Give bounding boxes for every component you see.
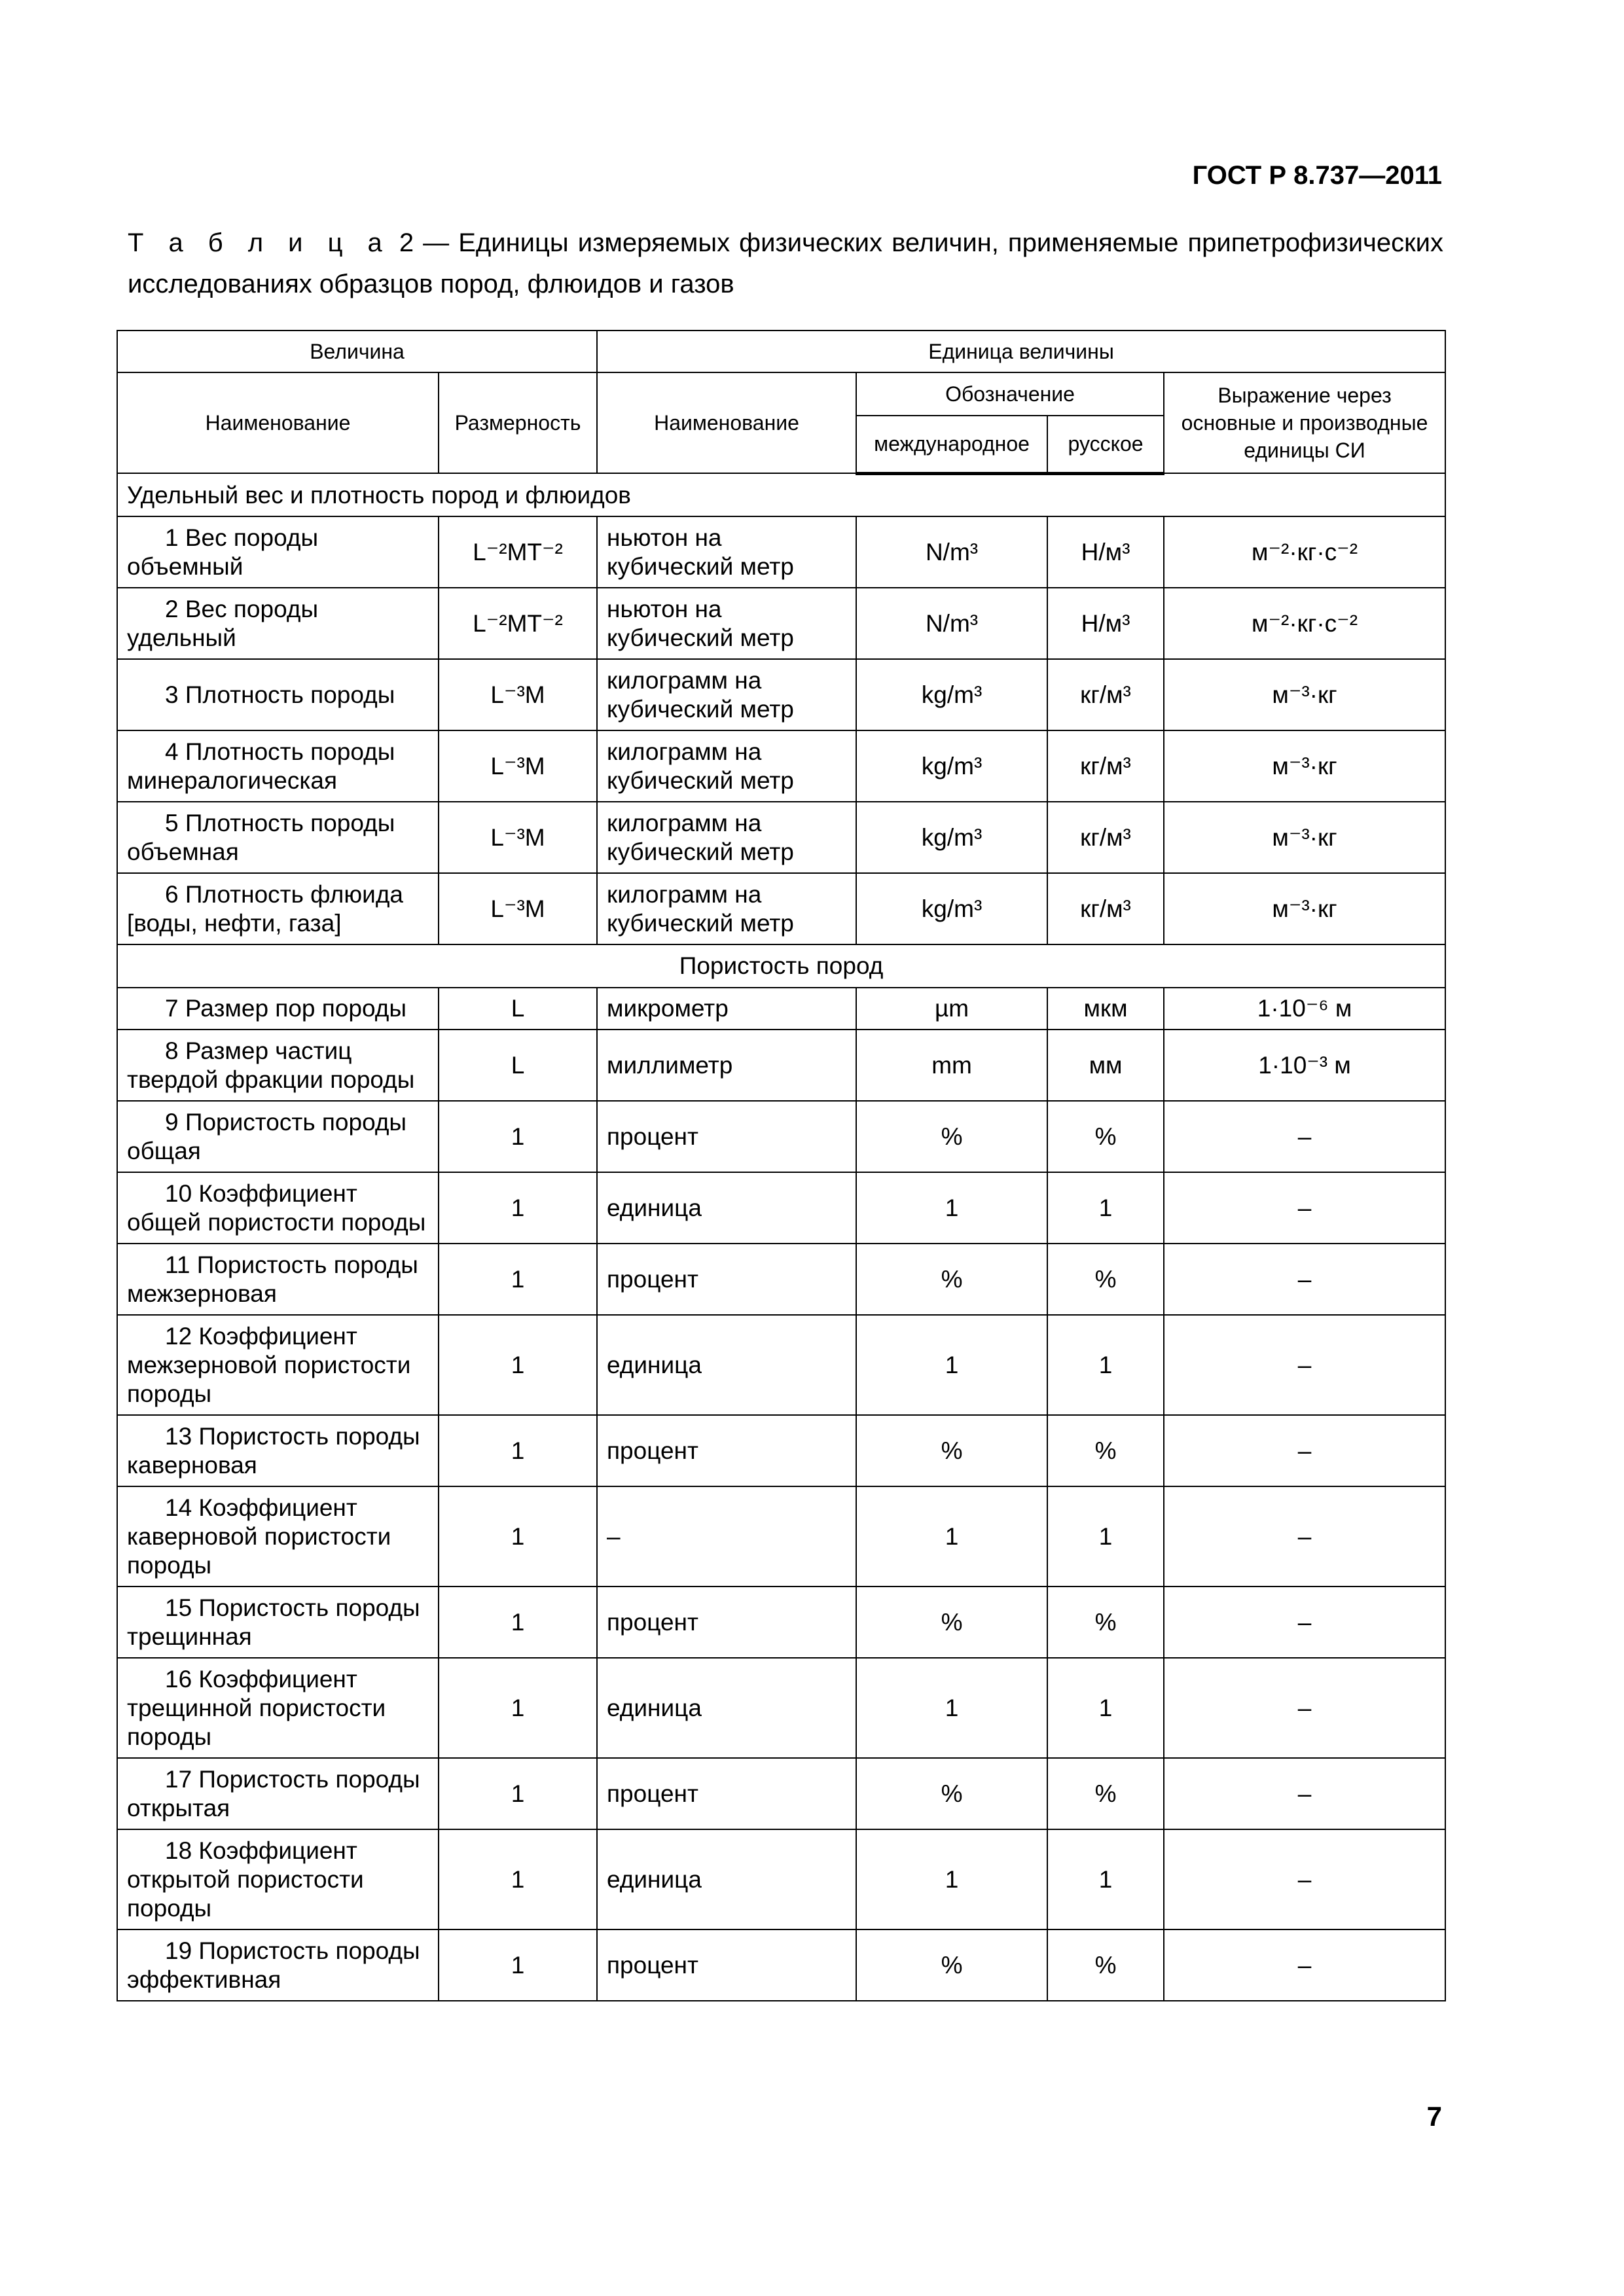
cell-russian: % — [1047, 1415, 1164, 1486]
cell-si-expression: м⁻³·кг — [1164, 802, 1445, 873]
table-row — [117, 588, 1445, 659]
cell-si-expression: – — [1164, 1758, 1445, 1829]
quantity-name-text: 7 Размер пор породы — [165, 995, 406, 1022]
quantity-name-text: 14 Коэффициент каверновой пористости породы — [127, 1494, 391, 1579]
cell-dimension: 1 — [439, 1415, 597, 1486]
cell-russian: 1 — [1047, 1829, 1164, 1929]
cell-international: % — [856, 1415, 1047, 1486]
cell-international: mm — [856, 1030, 1047, 1101]
cell-quantity-name — [117, 1758, 439, 1829]
cell-si-expression: – — [1164, 1315, 1445, 1415]
cell-dimension: 1 — [439, 1587, 597, 1658]
cell-international: kg/m³ — [856, 873, 1047, 944]
quantity-name-text: 10 Коэффициент общей пористости породы — [127, 1179, 426, 1236]
cell-russian: % — [1047, 1101, 1164, 1172]
cell-russian: Н/м³ — [1047, 588, 1164, 659]
cell-russian: % — [1047, 1758, 1164, 1829]
cell-russian: Н/м³ — [1047, 516, 1164, 588]
header-si-expression: Выражение через основные и производные единицы СИ — [1164, 372, 1445, 473]
cell-russian: % — [1047, 1244, 1164, 1315]
cell-dimension: 1 — [439, 1929, 597, 2001]
cell-international: % — [856, 1101, 1047, 1172]
cell-quantity-name — [117, 1829, 439, 1929]
cell-quantity-name — [117, 1315, 439, 1415]
cell-russian: кг/м³ — [1047, 659, 1164, 730]
quantity-name-text: 4 Плотность породы минералогическая — [127, 738, 395, 794]
cell-russian: кг/м³ — [1047, 802, 1164, 873]
section-row — [117, 944, 1445, 988]
cell-unit-name: микрометр — [597, 988, 856, 1030]
quantity-name-text: 17 Пористость породы открытая — [127, 1765, 420, 1821]
cell-international: N/m³ — [856, 516, 1047, 588]
cell-si-expression: 1·10⁻⁶ м — [1164, 988, 1445, 1030]
section-title: Удельный вес и плотность пород и флюидов — [117, 473, 1445, 516]
cell-international: % — [856, 1929, 1047, 2001]
table-row — [117, 1101, 1445, 1172]
cell-international: 1 — [856, 1486, 1047, 1587]
cell-si-expression: – — [1164, 1929, 1445, 2001]
header-designation: Обозначение — [856, 372, 1164, 416]
cell-unit-name: ньютон на кубический метр — [597, 588, 856, 659]
cell-quantity-name — [117, 659, 439, 730]
table-row — [117, 1244, 1445, 1315]
cell-quantity-name — [117, 873, 439, 944]
cell-unit-name: – — [597, 1486, 856, 1587]
quantity-name-text: 1 Вес породы объемный — [127, 524, 319, 580]
cell-unit-name: килограмм на кубический метр — [597, 659, 856, 730]
cell-russian: % — [1047, 1929, 1164, 2001]
cell-unit-name: процент — [597, 1758, 856, 1829]
table-body — [117, 473, 1445, 2001]
quantity-name-text: 18 Коэффициент открытой пористости породы — [127, 1837, 364, 1922]
table-row — [117, 1758, 1445, 1829]
cell-quantity-name — [117, 516, 439, 588]
cell-international: µm — [856, 988, 1047, 1030]
cell-unit-name: килограмм на кубический метр — [597, 730, 856, 802]
cell-si-expression: м⁻³·кг — [1164, 873, 1445, 944]
table-row — [117, 1315, 1445, 1415]
cell-russian: мкм — [1047, 988, 1164, 1030]
quantity-name-text: 2 Вес породы удельный — [127, 595, 319, 651]
cell-dimension: 1 — [439, 1244, 597, 1315]
page-number: 7 — [1426, 2101, 1442, 2132]
quantity-name-text: 11 Пористость породы межзерновая — [127, 1251, 418, 1307]
cell-unit-name: миллиметр — [597, 1030, 856, 1101]
quantity-name-text: 16 Коэффициент трещинной пористости породы — [127, 1665, 386, 1750]
cell-international: kg/m³ — [856, 730, 1047, 802]
cell-quantity-name — [117, 1486, 439, 1587]
cell-international: 1 — [856, 1172, 1047, 1244]
cell-international: N/m³ — [856, 588, 1047, 659]
cell-unit-name: процент — [597, 1101, 856, 1172]
table-row — [117, 730, 1445, 802]
cell-unit-name: килограмм на кубический метр — [597, 873, 856, 944]
table-row — [117, 873, 1445, 944]
cell-dimension: 1 — [439, 1758, 597, 1829]
cell-dimension: 1 — [439, 1101, 597, 1172]
cell-si-expression: – — [1164, 1587, 1445, 1658]
cell-russian: 1 — [1047, 1486, 1164, 1587]
table-row — [117, 802, 1445, 873]
cell-quantity-name — [117, 1101, 439, 1172]
table-caption-text: 2 — Единицы измеряемых физических величин, применяемые припетрофизических исследованиях образцов пород, флюидов и газов — [128, 228, 1443, 298]
header-quantity: Величина — [117, 331, 597, 372]
table-row — [117, 659, 1445, 730]
cell-international: 1 — [856, 1315, 1047, 1415]
cell-dimension: L⁻³M — [439, 873, 597, 944]
section-title: Пористость пород — [117, 944, 1445, 988]
cell-quantity-name — [117, 802, 439, 873]
cell-quantity-name — [117, 1658, 439, 1758]
cell-unit-name: единица — [597, 1172, 856, 1244]
cell-dimension: L⁻³M — [439, 802, 597, 873]
cell-dimension: 1 — [439, 1172, 597, 1244]
table-caption — [128, 223, 1443, 305]
cell-si-expression: – — [1164, 1486, 1445, 1587]
cell-si-expression: – — [1164, 1415, 1445, 1486]
table-row — [117, 516, 1445, 588]
header-unit-name: Наименование — [597, 372, 856, 473]
header-russian: русское — [1047, 416, 1164, 473]
cell-russian: кг/м³ — [1047, 873, 1164, 944]
table-row — [117, 1829, 1445, 1929]
cell-unit-name: ньютон на кубический метр — [597, 516, 856, 588]
quantity-name-text: 3 Плотность породы — [165, 681, 395, 708]
quantity-name-text: 6 Плотность флюида [воды, нефти, газа] — [127, 880, 403, 937]
cell-si-expression: – — [1164, 1172, 1445, 1244]
cell-quantity-name — [117, 1587, 439, 1658]
cell-si-expression: м⁻³·кг — [1164, 730, 1445, 802]
cell-quantity-name — [117, 1244, 439, 1315]
cell-russian: мм — [1047, 1030, 1164, 1101]
cell-quantity-name — [117, 988, 439, 1030]
cell-si-expression: – — [1164, 1244, 1445, 1315]
quantity-name-text: 15 Пористость породы трещинная — [127, 1594, 420, 1650]
cell-international: 1 — [856, 1658, 1047, 1758]
cell-dimension: 1 — [439, 1658, 597, 1758]
cell-si-expression: – — [1164, 1101, 1445, 1172]
cell-international: % — [856, 1244, 1047, 1315]
quantity-name-text: 8 Размер частиц твердой фракции породы — [127, 1037, 415, 1093]
cell-quantity-name — [117, 1030, 439, 1101]
header-international: международное — [856, 416, 1047, 473]
cell-international: kg/m³ — [856, 802, 1047, 873]
table-header — [117, 331, 1445, 473]
cell-quantity-name — [117, 1929, 439, 2001]
cell-international: % — [856, 1758, 1047, 1829]
quantity-name-text: 9 Пористость породы общая — [127, 1108, 407, 1164]
cell-dimension: L⁻³M — [439, 659, 597, 730]
cell-international: kg/m³ — [856, 659, 1047, 730]
cell-russian: 1 — [1047, 1658, 1164, 1758]
cell-russian: 1 — [1047, 1172, 1164, 1244]
section-row — [117, 473, 1445, 516]
cell-international: % — [856, 1587, 1047, 1658]
table-row — [117, 1486, 1445, 1587]
header-name: Наименование — [117, 372, 439, 473]
cell-unit-name: килограмм на кубический метр — [597, 802, 856, 873]
header-unit: Единица величины — [597, 331, 1445, 372]
cell-unit-name: процент — [597, 1587, 856, 1658]
cell-international: 1 — [856, 1829, 1047, 1929]
table-row — [117, 988, 1445, 1030]
document-id: ГОСТ Р 8.737—2011 — [1192, 161, 1442, 190]
cell-unit-name: единица — [597, 1315, 856, 1415]
cell-dimension: 1 — [439, 1829, 597, 1929]
table-row — [117, 1172, 1445, 1244]
cell-si-expression: м⁻²·кг·с⁻² — [1164, 588, 1445, 659]
cell-unit-name: процент — [597, 1244, 856, 1315]
cell-russian: % — [1047, 1587, 1164, 1658]
cell-quantity-name — [117, 588, 439, 659]
cell-dimension: L⁻³M — [439, 730, 597, 802]
cell-russian: 1 — [1047, 1315, 1164, 1415]
cell-quantity-name — [117, 730, 439, 802]
quantity-name-text: 19 Пористость породы эффективная — [127, 1937, 420, 1993]
cell-unit-name: процент — [597, 1929, 856, 2001]
cell-si-expression: м⁻³·кг — [1164, 659, 1445, 730]
table-row — [117, 1929, 1445, 2001]
cell-dimension: 1 — [439, 1315, 597, 1415]
cell-dimension: L — [439, 988, 597, 1030]
quantity-name-text: 12 Коэффициент межзерновой пористости породы — [127, 1322, 411, 1407]
cell-si-expression: – — [1164, 1658, 1445, 1758]
header-dimension: Размерность — [439, 372, 597, 473]
table-row — [117, 1587, 1445, 1658]
table-row — [117, 1030, 1445, 1101]
cell-si-expression: м⁻²·кг·с⁻² — [1164, 516, 1445, 588]
cell-unit-name: процент — [597, 1415, 856, 1486]
cell-si-expression: 1·10⁻³ м — [1164, 1030, 1445, 1101]
cell-quantity-name — [117, 1172, 439, 1244]
cell-unit-name: единица — [597, 1829, 856, 1929]
document-header — [1193, 161, 1442, 190]
cell-dimension: L — [439, 1030, 597, 1101]
cell-dimension: 1 — [439, 1486, 597, 1587]
cell-quantity-name — [117, 1415, 439, 1486]
cell-russian: кг/м³ — [1047, 730, 1164, 802]
table-caption-label: Т а б л и ц а — [128, 228, 390, 257]
cell-dimension: L⁻²MT⁻² — [439, 516, 597, 588]
quantity-name-text: 5 Плотность породы объемная — [127, 809, 395, 865]
table-row — [117, 1658, 1445, 1758]
table-row — [117, 1415, 1445, 1486]
cell-si-expression: – — [1164, 1829, 1445, 1929]
quantity-name-text: 13 Пористость породы каверновая — [127, 1422, 420, 1479]
cell-dimension: L⁻²MT⁻² — [439, 588, 597, 659]
units-table — [117, 330, 1446, 2001]
cell-unit-name: единица — [597, 1658, 856, 1758]
